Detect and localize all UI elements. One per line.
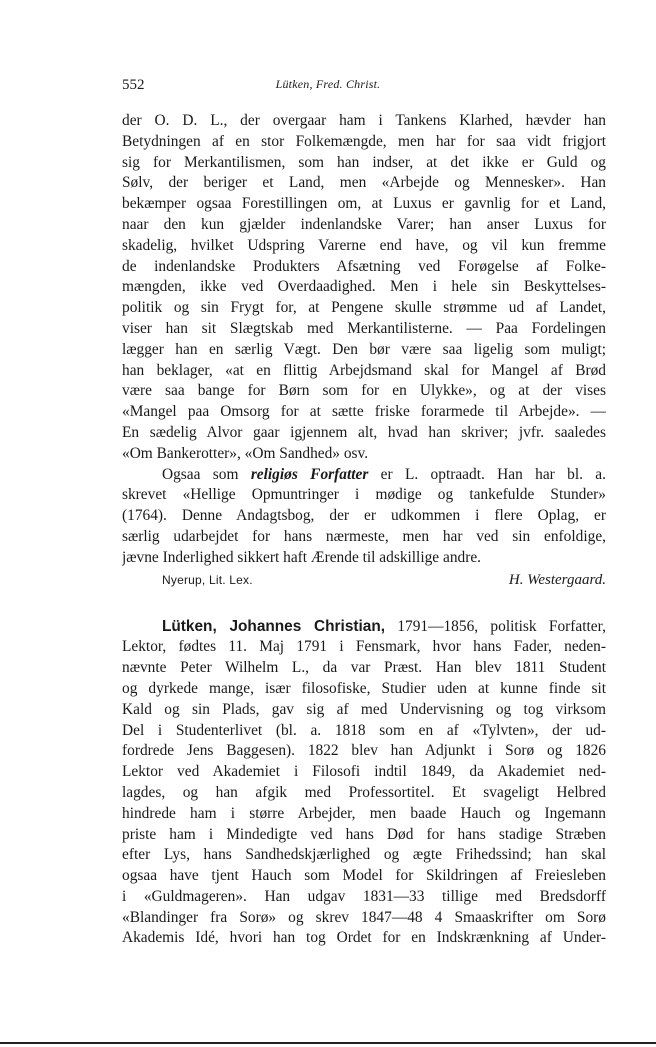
text-line: sig for Merkantilismen, som han indser, at det ikke er Guld og xyxy=(122,153,606,171)
text-line: «Blandinger fra Sorø» og skrev 1847—48 4 Smaaskrifter om Sorø xyxy=(122,908,606,926)
citation-row xyxy=(122,569,606,591)
text-line: priste ham i Mindedigte ved hans Død for hans stadige Stræben xyxy=(122,825,606,843)
text-line: Betydningen af en stor Folkemængde, men har for saa vidt frigjort xyxy=(122,132,606,150)
citation-source: Nyerup, Lit. Lex. xyxy=(162,572,253,587)
citation-author: H. Westergaard. xyxy=(508,571,606,588)
text-line: Akademis Idé, hvori han tog Ordet for en Indskrænkning af Under- xyxy=(122,929,606,947)
entry-lutken-johannes-christian xyxy=(122,617,606,950)
emphasis-text: religiøs Forfatter xyxy=(250,465,369,483)
paragraph-first-line xyxy=(122,465,606,486)
text-line: (1764). Denne Andagtsbog, der er udkommen i flere Oplag, er xyxy=(122,507,606,525)
text-line: politik og sin Frygt for, at Pengene skulle strømme ud af Landet, xyxy=(122,299,606,317)
text-line: lægger han en særlig Vægt. Den bør være saa ligelig som muligt; xyxy=(122,340,606,358)
entry-title: Lütken, Johannes Christian, xyxy=(162,617,386,635)
entry-first-line xyxy=(122,617,606,638)
bottom-rule xyxy=(0,1042,656,1044)
text-run: Ogsaa som xyxy=(162,465,251,483)
text-line: skrevet «Hellige Opmuntringer i mødige og tankefulde Stunder» xyxy=(122,486,606,504)
text-line: nævnte Peter Wilhelm L., da var Præst. Han blev 1811 Student xyxy=(122,659,606,677)
text-line: naar den kun gjælder indenlandske Varer; han anser Luxus for xyxy=(122,215,606,233)
entry-continuation xyxy=(122,111,606,591)
text-line: ogsaa have tjent Hauch som Model for Skildringen af Freiesleben xyxy=(122,867,606,885)
text-line: hindrede ham i større Arbejder, men baade Hauch og Ingemann xyxy=(122,804,606,822)
text-line: særlig udarbejdet for hans nærmeste, men har ved sin enfoldige, xyxy=(122,527,606,545)
text-line: der O. D. L., der overgaar ham i Tankens Klarhed, hævder han xyxy=(122,112,606,129)
text-line: Kald og sin Plads, gav sig af med Undervisning og tog virksom xyxy=(122,700,606,718)
text-line: de indenlandske Produkters Afsætning ved Forøgelse af Folke- xyxy=(122,257,606,275)
text-line: viser han sit Slægtskab med Merkantilisterne. — Paa Fordelingen xyxy=(122,319,606,337)
running-head: Lütken, Fred. Christ. xyxy=(275,77,381,91)
text-line: Lektor, fødtes 11. Maj 1791 i Fensmark, hvor hans Fader, neden- xyxy=(122,638,606,656)
text-line: En sædelig Alvor gaar igjennem alt, hvad han skriver; jvfr. saaledes xyxy=(122,423,606,441)
text-line: fordrede Jens Baggesen). 1822 blev han Adjunkt i Sorø og 1826 xyxy=(122,742,606,760)
text-line: og dyrkede mange, især filosofiske, Studier uden at kunne finde sit xyxy=(122,679,606,697)
page-number: 552 xyxy=(122,77,145,93)
text-line: Del i Studenterlivet (bl. a. 1818 som en af «Tylvten», der ud- xyxy=(122,721,606,739)
text-line: han beklager, «at en flittig Arbejdsmand skal for Mangel af Brød xyxy=(122,361,606,379)
text-line: Sølv, der beriger et Land, men «Arbejde og Mennesker». Han xyxy=(122,174,606,192)
text-line: bekæmper ogsaa Forestillingen om, at Luxus er gavnlig for et Land, xyxy=(122,195,606,213)
text-line: Lektor ved Akademiet i Filosofi indtil 1849, da Akademiet ned- xyxy=(122,763,606,781)
text-line: jævne Inderlighed sikkert haft Ærende til adskillige andre. xyxy=(122,548,482,566)
text-line: lagdes, og han afgik med Professortitel. Et svageligt Helbred xyxy=(122,783,606,801)
text-run: er L. optraadt. Han har bl. a. xyxy=(368,465,606,483)
text-run: 1791—1856, politisk Forfatter, xyxy=(385,617,606,635)
text-line: skadelig, hvilket Udspring Varerne end have, og vil kun fremme xyxy=(122,236,606,254)
text-line: i «Guldmageren». Han udgav 1831—33 tillige med Bredsdorff xyxy=(122,887,606,905)
page-body xyxy=(122,111,606,949)
text-line: være saa bange for Børn som for en Ulykke», og at der vises xyxy=(122,382,606,400)
text-line: mængden, ikke ved Overdaadighed. Men i hele sin Beskyttelses- xyxy=(122,278,606,296)
text-line: «Om Bankerotter», «Om Sandhed» osv. xyxy=(122,444,369,462)
text-line: «Mangel paa Omsorg for at sætte friske forarmede til Arbejde». — xyxy=(122,403,606,421)
text-line: efter Lys, hans Sandhedskjærlighed og ægte Frihedssind; han skal xyxy=(122,846,606,864)
